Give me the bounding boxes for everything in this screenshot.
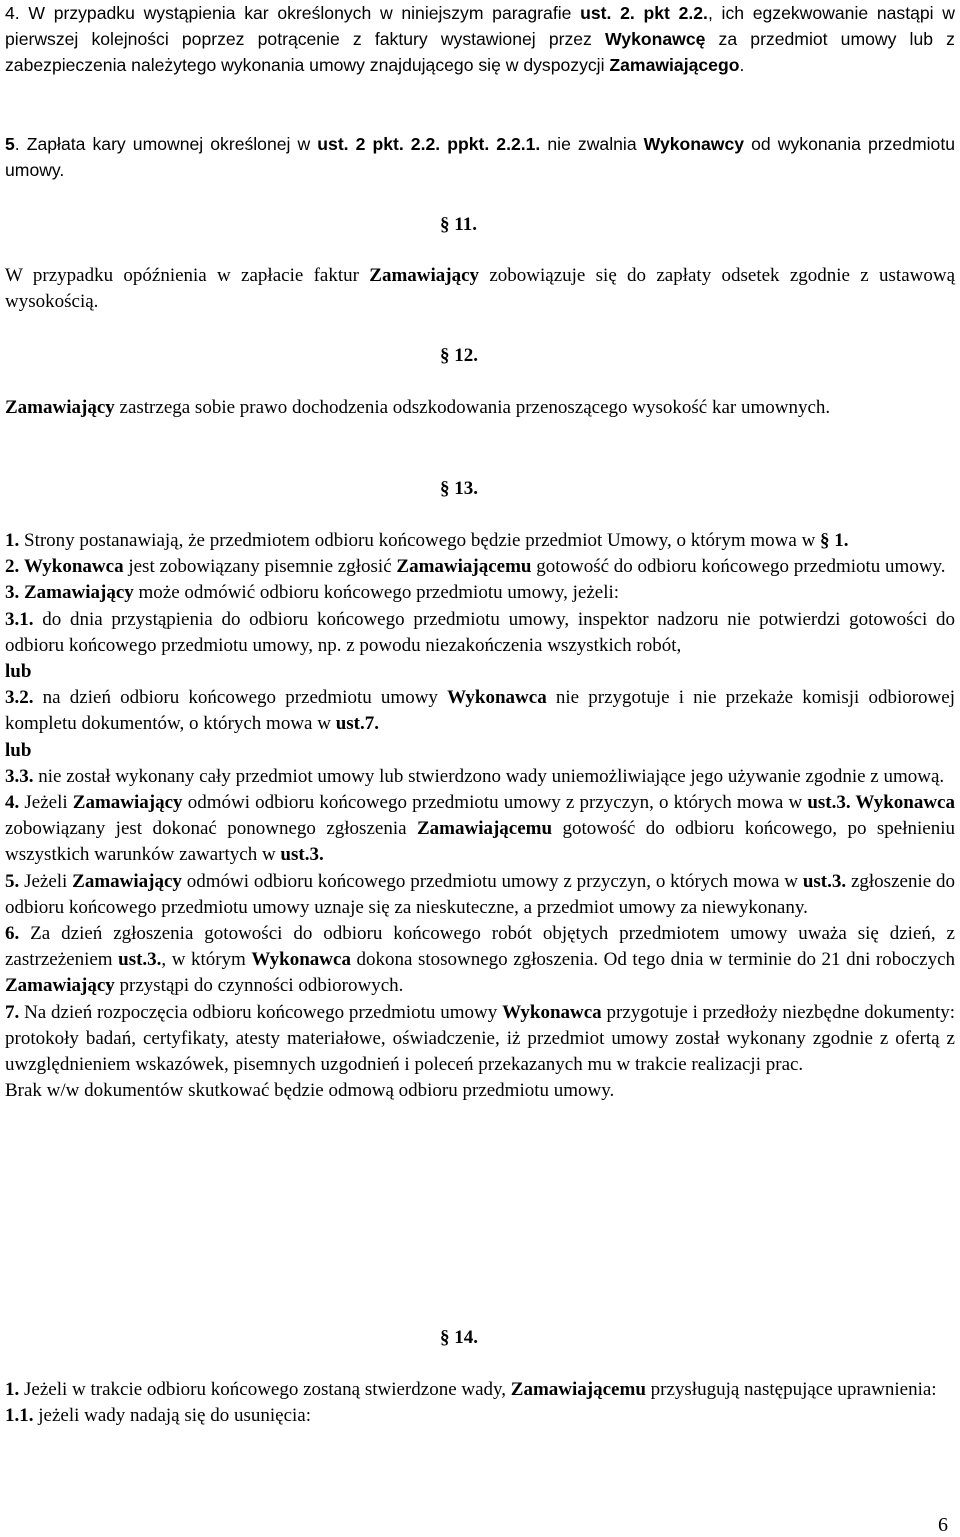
bold-run: Zamawiający — [369, 265, 480, 286]
bold-run: 1. — [5, 1379, 20, 1400]
text-run: do dnia przystąpienia do odbioru końcowego przedmiotu umowy, inspektor nadzoru nie potwierdzi gotowości do odbioru końcowego przedmiotu umowy, np. z powodu niezakończenia wszystkich robót, — [5, 608, 955, 656]
bold-run: Zamawiającemu — [396, 556, 532, 578]
text-run: gotowość do odbioru końcowego, po spełnieniu wszystkich warunków zawartych w — [5, 818, 955, 866]
bold-run: 1. — [5, 530, 20, 551]
bold-run: 2. — [5, 556, 20, 578]
bold-run: Zamawiający — [72, 792, 183, 814]
text-run: nie zwalnia — [540, 134, 644, 154]
page-number: 6 — [938, 1514, 948, 1536]
text-run: Za dzień zgłoszenia gotowości do odbioru końcowego robót objętych przedmiotem umowy uważa się dzień, z zastrzeżeniem — [5, 923, 955, 971]
bold-run: Zamawiającemu — [416, 818, 553, 840]
bold-run: ust.3. — [802, 870, 847, 892]
text-run: nie został wykonany cały przedmiot umowy lub stwierdzono wady uniemożliwiające jego używanie zgodnie z umową. — [33, 765, 945, 787]
paragraph-line — [5, 738, 955, 764]
paragraph-10-item-4 — [5, 0, 955, 79]
section-12-text — [5, 395, 955, 421]
bold-run: lub — [5, 739, 32, 761]
text-run: Jeżeli — [19, 870, 73, 892]
bold-run: lub — [5, 661, 32, 683]
bold-run: Wykonawca — [447, 687, 547, 709]
bold-run: Wykonawca — [251, 949, 351, 971]
paragraph-line — [5, 395, 955, 421]
bold-run: 4. — [5, 792, 20, 814]
paragraph-line — [5, 685, 955, 737]
bold-run: Wykonawcę — [605, 29, 706, 50]
paragraph-line — [5, 528, 955, 554]
bold-run: Zamawiający — [72, 870, 182, 892]
bold-run: ust. 2. pkt 2.2. — [580, 3, 708, 23]
text-run: odmówi odbioru końcowego przedmiotu umowy z przyczyn, o których mowa w — [181, 870, 803, 892]
bold-run: Zamawiający — [5, 975, 115, 997]
text-run: dokona stosownego zgłoszenia. Od tego dnia w terminie do 21 dni roboczych — [350, 949, 956, 971]
text-run: , w którym — [161, 949, 252, 971]
bold-run: 6. — [5, 923, 20, 945]
section-heading-13: § 13. — [440, 478, 478, 499]
bold-run: Zamawiający — [5, 397, 115, 418]
text-run: Jeżeli w trakcie odbioru końcowego zostaną stwierdzone wady, — [19, 1379, 511, 1400]
bold-run: ust.3. Wykonawca — [807, 792, 955, 814]
text-run: Na dzień rozpoczęcia odbioru końcowego przedmiotu umowy — [19, 1001, 503, 1023]
bold-run: 5 — [5, 134, 15, 154]
paragraph-line — [5, 869, 955, 921]
text-run: nie przygotuje i nie przekaże komisji odbiorowej kompletu dokumentów, o których mowa w — [5, 687, 955, 735]
paragraph-line — [5, 554, 955, 580]
bold-run: 3.3. — [5, 765, 34, 787]
paragraph-line — [5, 1000, 955, 1079]
paragraph-line — [5, 764, 955, 790]
bold-run: ust.3. — [118, 949, 162, 971]
section-11-text — [5, 263, 955, 315]
text-run: jest zobowiązany pisemnie zgłosić — [123, 556, 397, 578]
section-heading-14: § 14. — [440, 1327, 478, 1348]
paragraph-line — [5, 1377, 955, 1403]
paragraph-line — [5, 580, 955, 606]
paragraph-line — [5, 131, 955, 183]
text-run: za przedmiot umowy lub z zabezpieczenia należytego wykonania umowy znajdującego się w dyspozycji — [5, 29, 955, 76]
paragraph-line — [5, 607, 955, 659]
bold-run: Wykonawcy — [643, 134, 745, 154]
text-run: jeżeli wady nadają się do usunięcia: — [33, 1405, 312, 1427]
paragraph-line — [5, 263, 955, 315]
text-run: zgłoszenie do odbioru końcowego przedmiotu umowy uznaje się za nieskuteczne, a przedmiot umowy za niewykonany. — [5, 870, 955, 918]
section-heading-11: § 11. — [440, 214, 477, 235]
bold-run: 5. — [5, 870, 20, 892]
text-run: odmówi odbioru końcowego przedmiotu umowy z przyczyn, o których mowa w — [182, 792, 808, 814]
paragraph-line — [5, 790, 955, 869]
text-run: gotowość do odbioru końcowego przedmiotu umowy. — [531, 556, 946, 578]
section-13-text — [5, 528, 955, 1104]
bold-run: ust.3. — [280, 844, 324, 866]
bold-run: 3. — [5, 582, 20, 604]
bold-run: 7. — [5, 1001, 20, 1023]
text-run: Brak w/w dokumentów skutkować będzie odmową odbioru przedmiotu umowy. — [5, 1080, 615, 1102]
bold-run: Zamawiający — [24, 582, 134, 604]
paragraph-line — [5, 1078, 955, 1104]
paragraph-line — [5, 1403, 955, 1429]
text-run: 4. W przypadku wystąpienia kar określonych w niniejszym paragrafie — [5, 3, 581, 23]
bold-run: Zamawiającemu — [510, 1379, 646, 1400]
paragraph-10-item-5 — [5, 131, 955, 183]
section-14-text — [5, 1377, 955, 1429]
text-run: . Zapłata kary umownej określonej w — [14, 134, 318, 154]
bold-run: 1.1. — [5, 1405, 34, 1427]
text-run: zastrzega sobie prawo dochodzenia odszkodowania przenoszącego wysokość kar umownych. — [114, 397, 831, 418]
text-run: przygotuje i przedłoży niezbędne dokumenty: protokoły badań, certyfikaty, atesty materiałowe, oświadczenie, iż przedmiot umowy został wykonany zgodnie z ofertą z uwzględnieniem wskazówek, pisemnych uzgodnień i poleceń przekazanych mu w trakcie realizacji prac. — [5, 1001, 956, 1076]
text-run: Strony postanawiają, że przedmiotem odbioru końcowego będzie przedmiot Umowy, o którym mowa w — [19, 530, 821, 551]
bold-run: ust.7. — [335, 713, 379, 735]
text-run: od wykonania przedmiotu umowy. — [5, 134, 955, 181]
text-run: . — [739, 55, 745, 76]
bold-run: 3.1. — [5, 608, 34, 630]
bold-run: Wykonawca — [24, 556, 124, 578]
text-run: Jeżeli — [19, 792, 73, 814]
text-run: , ich egzekwowanie nastąpi w pierwszej kolejności poprzez potrącenie z faktury wystawionej przez — [5, 3, 955, 50]
paragraph-line — [5, 659, 955, 685]
bold-run: § 1. — [820, 530, 849, 551]
bold-run: ust. 2 pkt. 2.2. ppkt. 2.2.1. — [317, 134, 541, 154]
text-run: przysługują następujące uprawnienia: — [645, 1379, 937, 1400]
text-run: na dzień odbioru końcowego przedmiotu umowy — [33, 687, 448, 709]
bold-run: Wykonawca — [502, 1001, 602, 1023]
text-run: zobowiązuje się do zapłaty odsetek zgodnie z ustawową wysokością. — [5, 265, 956, 313]
bold-run: Zamawiającego — [609, 55, 740, 76]
paragraph-line — [5, 921, 955, 1000]
text-run: zobowiązany jest dokonać ponownego zgłoszenia — [5, 818, 417, 840]
bold-run: 3.2. — [5, 687, 34, 709]
paragraph-line — [5, 0, 955, 79]
section-heading-12: § 12. — [440, 345, 478, 366]
text-run: przystąpi do czynności odbiorowych. — [114, 975, 404, 997]
text-run: może odmówić odbioru końcowego przedmiotu umowy, jeżeli: — [133, 582, 620, 604]
text-run: W przypadku opóźnienia w zapłacie faktur — [5, 265, 370, 286]
